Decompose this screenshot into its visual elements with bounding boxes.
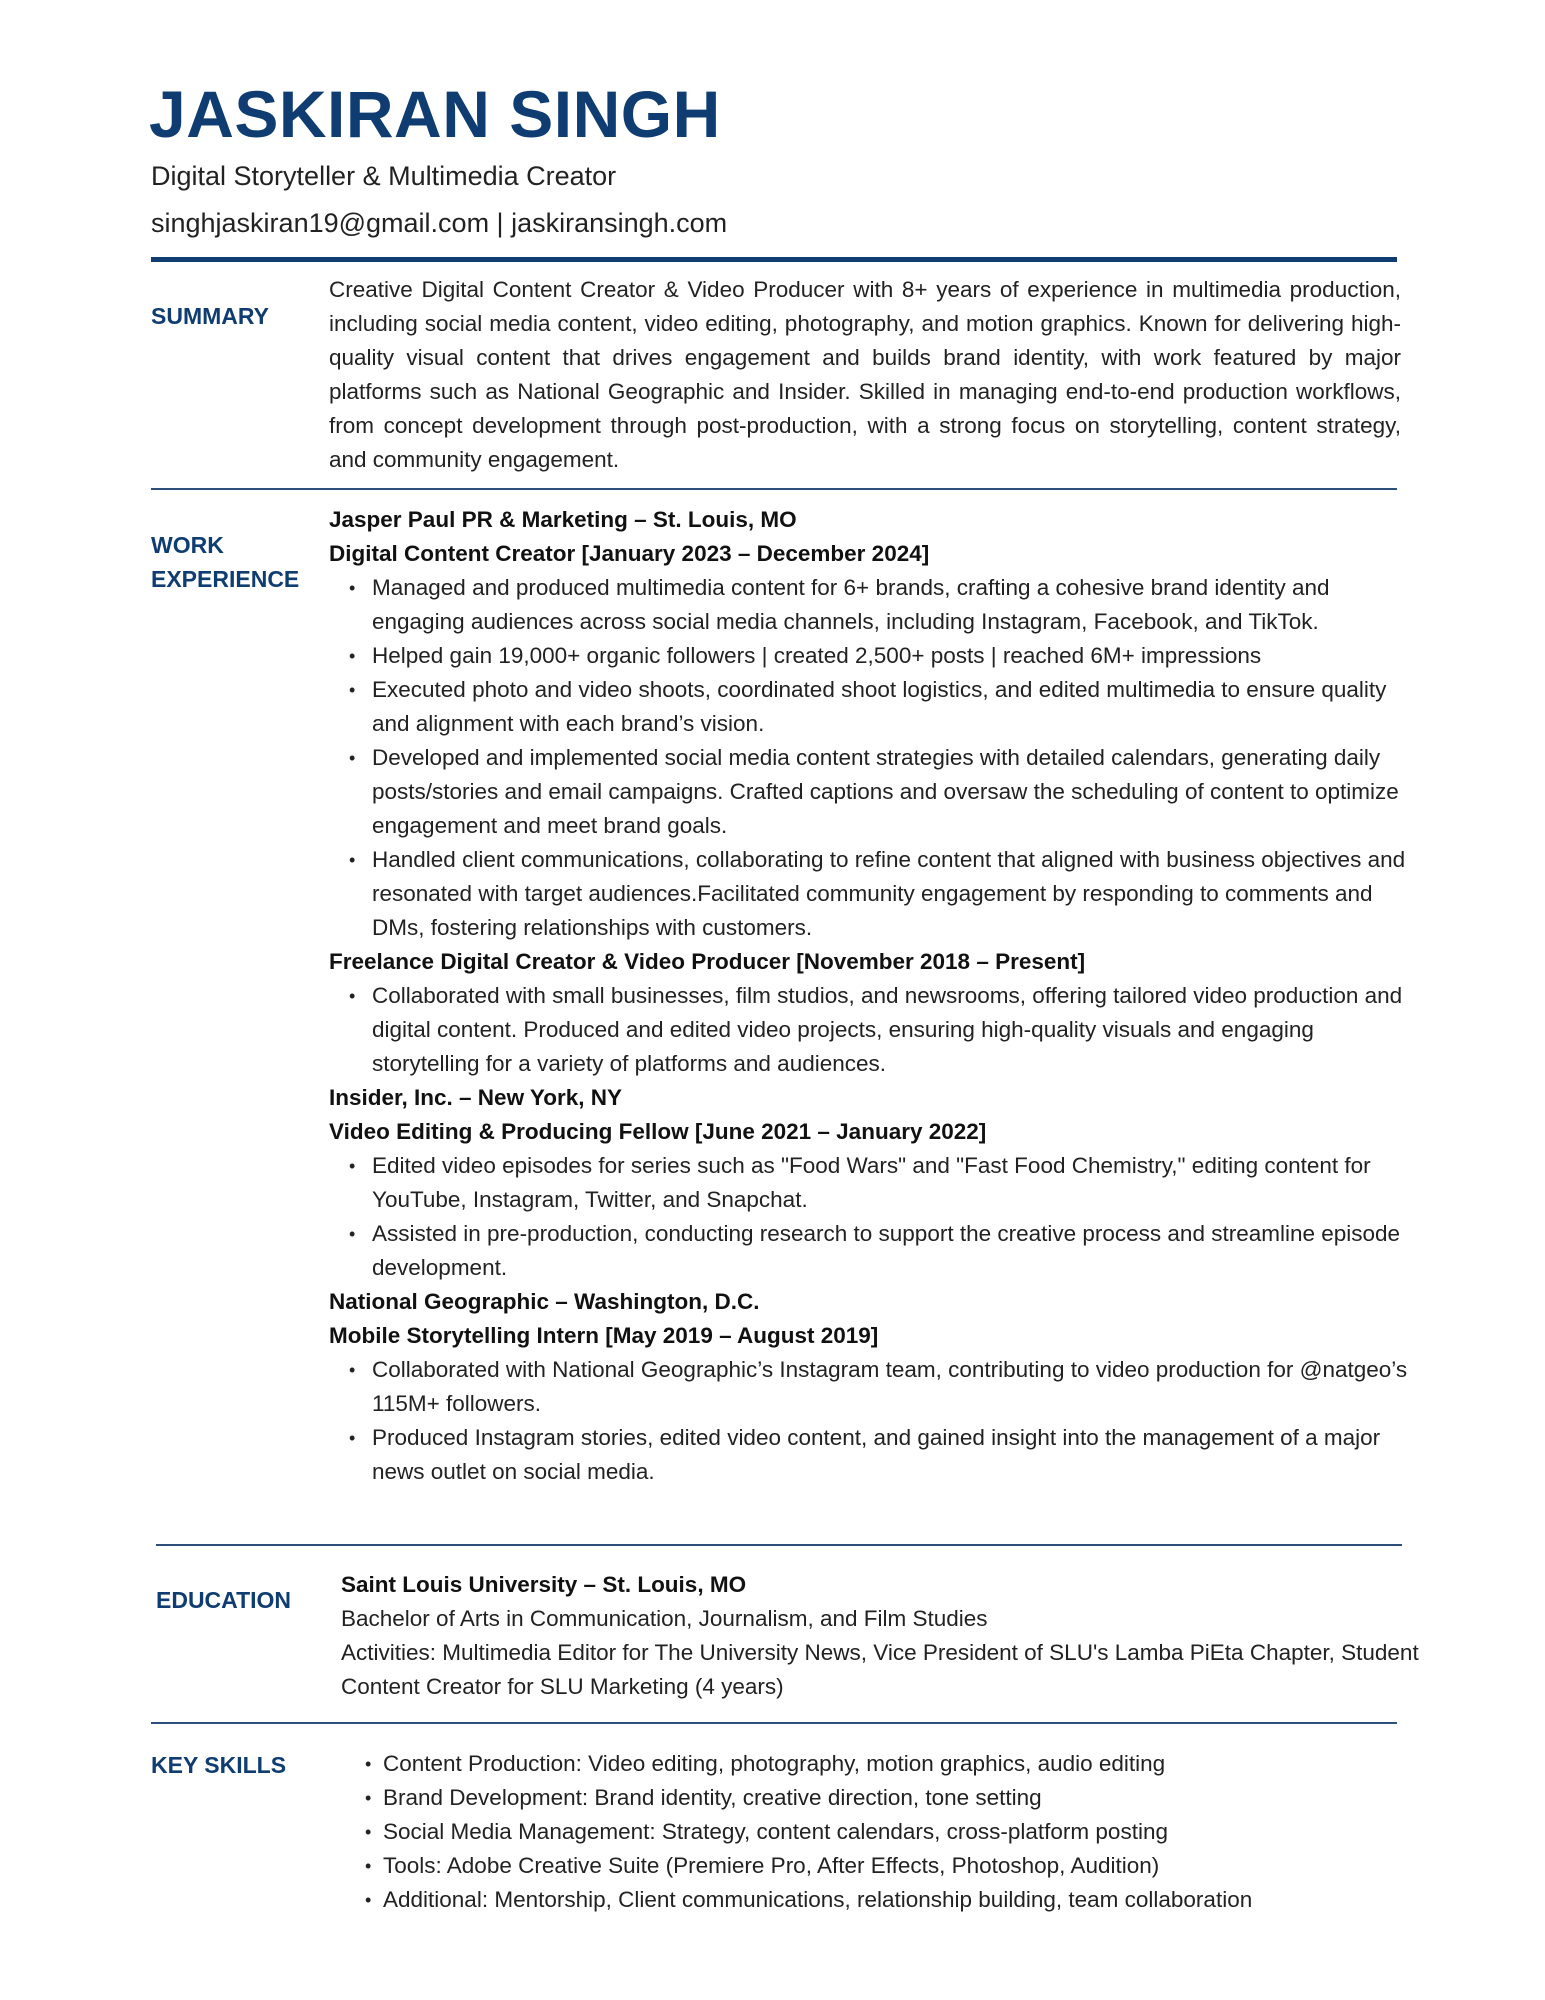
skill-item: • Brand Development: Brand identity, creative direction, tone setting [345, 1781, 1445, 1815]
job-bullet: • Handled client communications, collaborating to refine content that aligned with business objectives and resonated with target audiences.Facilitated community engagement by responding to comments and DMs, fostering relationships with customers. [329, 843, 1424, 945]
section-divider [156, 1544, 1402, 1546]
job-entry [329, 1285, 1424, 1489]
job-title: Mobile Storytelling Intern [May 2019 – August 2019] [329, 1323, 879, 1348]
skill-item: • Content Production: Video editing, photography, motion graphics, audio editing [345, 1747, 1445, 1781]
contact-info: singhjaskiran19@gmail.com | jaskiransingh.com [151, 208, 728, 238]
section-label-line: EXPERIENCE [151, 566, 300, 592]
job-bullet: • Edited video episodes for series such as "Food Wars" and "Fast Food Chemistry," editing content for YouTube, Instagram, Twitter, and Snapchat. [329, 1149, 1424, 1217]
job-bullet: • Collaborated with National Geographic’s Instagram team, contributing to video production for @natgeo’s 115M+ followers. [329, 1353, 1424, 1421]
section-label-key-skills: KEY SKILLS [151, 1752, 287, 1778]
education-entry [341, 1568, 1471, 1704]
job-bullet: • Helped gain 19,000+ organic followers | created 2,500+ posts | reached 6M+ impressions [329, 639, 1424, 673]
job-employer: National Geographic – Washington, D.C. [329, 1289, 760, 1314]
section-label-line: WORK [151, 532, 224, 558]
job-bullet: • Produced Instagram stories, edited video content, and gained insight into the management of a major news outlet on social media. [329, 1421, 1424, 1489]
activities: Activities: Multimedia Editor for The University News, Vice President of SLU's Lamba PiEta Chapter, Student Content Creator for SLU Marketing (4 years) [341, 1640, 1419, 1699]
job-bullets [329, 1353, 1424, 1489]
job-title: Video Editing & Producing Fellow [June 2021 – January 2022] [329, 1119, 987, 1144]
job-employer: Jasper Paul PR & Marketing – St. Louis, MO [329, 507, 797, 532]
section-divider [151, 1722, 1397, 1724]
job-entry [329, 503, 1424, 945]
candidate-headline: Digital Storyteller & Multimedia Creator [151, 161, 617, 191]
job-entry [329, 1081, 1424, 1285]
skill-item: • Social Media Management: Strategy, content calendars, cross-platform posting [345, 1815, 1445, 1849]
job-bullets [329, 571, 1424, 945]
job-bullet: • Collaborated with small businesses, film studios, and newsrooms, offering tailored video production and digital content. Produced and edited video projects, ensuring high-quality visuals and engaging storytelling for a variety of platforms and audiences. [329, 979, 1424, 1081]
work-experience-list [329, 503, 1424, 1489]
job-bullet: • Assisted in pre-production, conducting research to support the creative process and streamline episode development. [329, 1217, 1424, 1285]
degree: Bachelor of Arts in Communication, Journalism, and Film Studies [341, 1606, 988, 1631]
section-divider [151, 488, 1397, 490]
section-label-work-experience [151, 528, 299, 596]
job-entry [329, 945, 1424, 1081]
job-employer: Insider, Inc. – New York, NY [329, 1085, 623, 1110]
section-label-summary: SUMMARY [151, 303, 269, 329]
job-title: Digital Content Creator [January 2023 – December 2024] [329, 541, 930, 566]
school-name: Saint Louis University – St. Louis, MO [341, 1572, 747, 1597]
candidate-name: JASKIRAN SINGH [149, 77, 721, 151]
job-title: Freelance Digital Creator & Video Producer [November 2018 – Present] [329, 949, 1086, 974]
skills-list [345, 1747, 1445, 1917]
summary-text: Creative Digital Content Creator & Video Producer with 8+ years of experience in multimedia production, including social media content, video editing, photography, and motion graphics. Known for delivering high-quality visual content that drives engagement and builds brand identity, with work featured by major platforms such as National Geographic and Insider. Skilled in managing end-to-end production workflows, from concept development through post-production, with a strong focus on storytelling, content strategy, and community engagement. [329, 277, 1401, 472]
skill-item: • Tools: Adobe Creative Suite (Premiere Pro, After Effects, Photoshop, Audition) [345, 1849, 1445, 1883]
job-bullet: • Managed and produced multimedia content for 6+ brands, crafting a cohesive brand identity and engaging audiences across social media channels, including Instagram, Facebook, and TikTok. [329, 571, 1424, 639]
header-divider [151, 257, 1397, 262]
job-bullets [329, 979, 1424, 1081]
job-bullet: • Developed and implemented social media content strategies with detailed calendars, generating daily posts/stories and email campaigns. Crafted captions and oversaw the scheduling of content to optimize engagement and meet brand goals. [329, 741, 1424, 843]
skill-item: • Additional: Mentorship, Client communications, relationship building, team collaboration [345, 1883, 1445, 1917]
job-bullets [329, 1149, 1424, 1285]
job-bullet: • Executed photo and video shoots, coordinated shoot logistics, and edited multimedia to ensure quality and alignment with each brand’s vision. [329, 673, 1424, 741]
section-label-education: EDUCATION [156, 1587, 292, 1613]
